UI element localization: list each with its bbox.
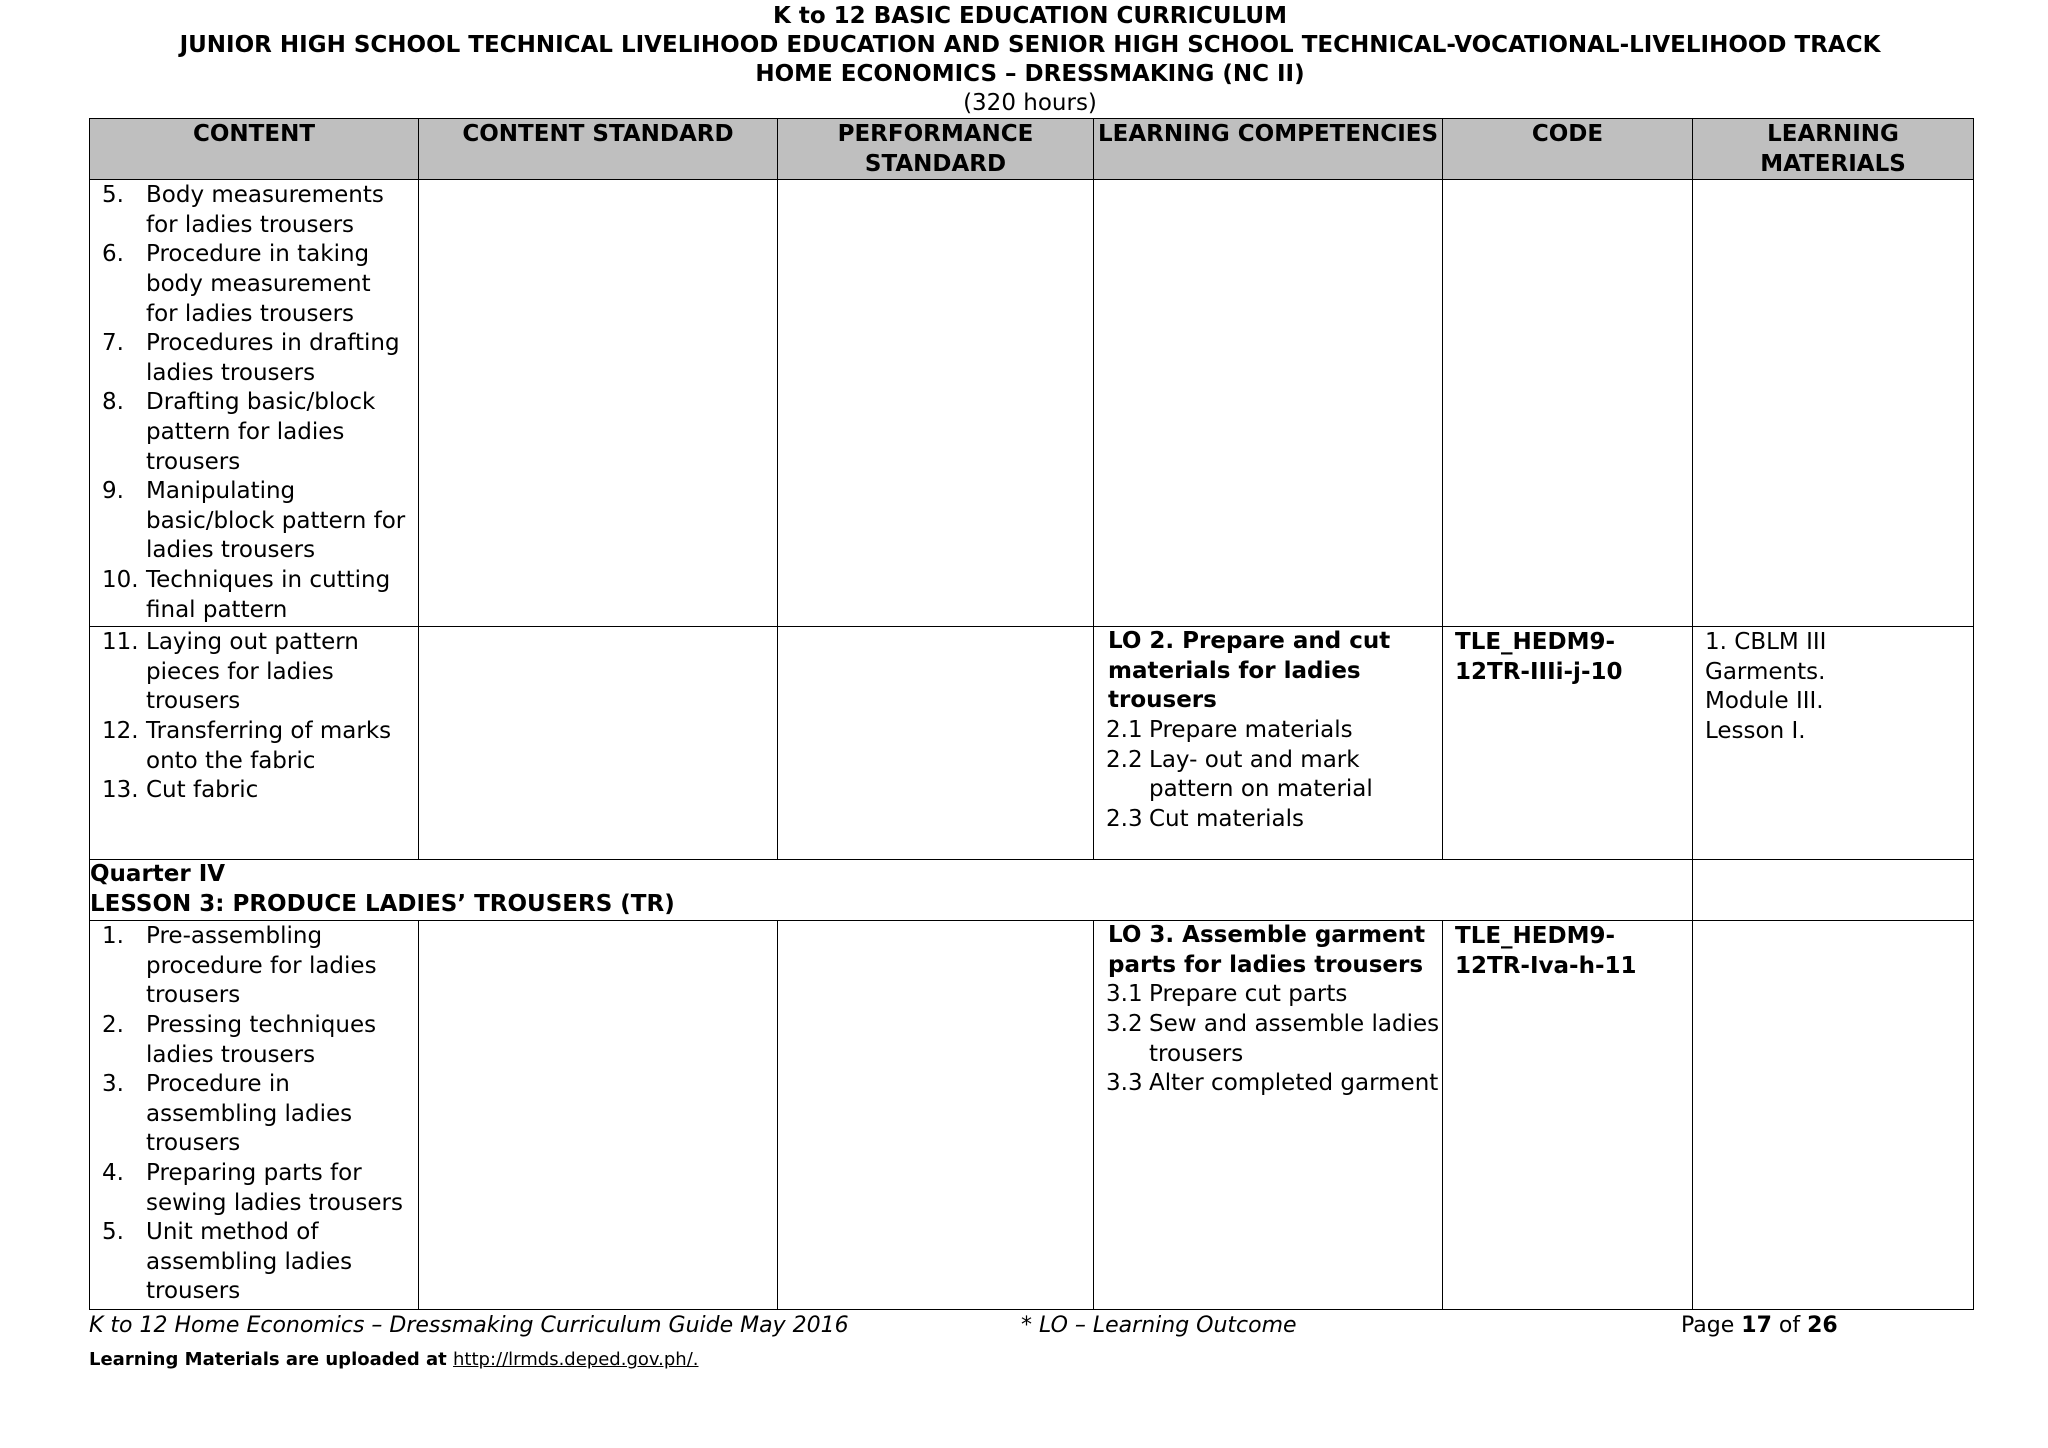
content-item <box>102 1159 408 1218</box>
learning-outcome-title: LO 2. Prepare and cut materials for ladies trousers <box>1108 628 1391 714</box>
column-header-performance-standard: PERFORMANCE STANDARD <box>778 119 1094 180</box>
item-number: 12. <box>102 717 139 744</box>
table-row <box>90 627 1974 860</box>
lesson-title: LESSON 3: PRODUCE LADIES’ TROUSERS (TR) <box>90 890 675 917</box>
footer-lo-note: * LO – Learning Outcome <box>1021 1313 1297 1338</box>
table-header-row <box>90 119 1974 180</box>
learning-outcome-title: LO 3. Assemble garment parts for ladies trousers <box>1108 922 1426 978</box>
learning-materials <box>1693 921 1973 922</box>
competencies-cell <box>1094 921 1443 1310</box>
performance-standard-cell <box>778 627 1094 860</box>
materials-cell <box>1693 921 1974 1310</box>
item-number: 7. <box>102 330 124 357</box>
item-number: 6. <box>102 241 124 268</box>
content-standard-cell <box>419 627 778 860</box>
item-number: 1. <box>102 923 124 950</box>
quarter-materials-cell <box>1693 860 1974 921</box>
content-cell <box>90 627 419 860</box>
table-row <box>90 921 1974 1310</box>
item-text: Transferring of marks onto the fabric <box>146 717 392 774</box>
content-item <box>102 181 408 240</box>
competency-code: TLE_HEDM9- 12TR-IIIi-j-10 <box>1455 629 1623 685</box>
table-row <box>90 180 1974 627</box>
item-number: 3.1 <box>1106 981 1143 1008</box>
competency-item <box>1094 980 1442 1010</box>
materials-cell <box>1693 180 1974 627</box>
column-header-code: CODE <box>1443 119 1693 180</box>
column-header-content-standard: CONTENT STANDARD <box>419 119 778 180</box>
column-header-learning-competencies: LEARNING COMPETENCIES <box>1094 119 1443 180</box>
lrmds-link[interactable]: http://lrmds.deped.gov.ph/. <box>453 1349 699 1370</box>
item-number: 13. <box>102 777 139 804</box>
competency-item <box>1094 1010 1442 1069</box>
item-text: Unit method of assembling ladies trousers <box>146 1219 353 1305</box>
content-cell <box>90 921 419 1310</box>
item-text: Prepare materials <box>1149 716 1353 743</box>
item-number: 2. <box>102 1011 124 1038</box>
item-text: Body measurements for ladies trousers <box>146 182 384 238</box>
item-number: 8. <box>102 389 124 416</box>
item-text: Drafting basic/block pattern for ladies trousers <box>146 389 376 475</box>
competency-item <box>1094 716 1442 746</box>
document-header <box>0 2 2048 118</box>
quarter-label: Quarter IV <box>90 861 226 888</box>
item-number: 11. <box>102 629 139 656</box>
content-item <box>102 717 408 776</box>
item-text: Procedure in assembling ladies trousers <box>146 1071 353 1157</box>
code-cell <box>1443 627 1693 860</box>
competency-item <box>1094 805 1442 835</box>
item-number: 3.2 <box>1106 1010 1143 1037</box>
item-number: 3. <box>102 1071 124 1098</box>
item-number: 2.3 <box>1106 805 1143 832</box>
header-title: K to 12 BASIC EDUCATION CURRICULUM <box>773 3 1287 29</box>
materials-cell <box>1693 627 1974 860</box>
header-subtitle: JUNIOR HIGH SCHOOL TECHNICAL LIVELIHOOD EDUCATION AND SENIOR HIGH SCHOOL TECHNICAL-VOCATIONAL-LIVELIHOOD TRACK <box>179 32 1881 58</box>
item-text: Procedure in taking body measurement for ladies trousers <box>146 241 371 327</box>
content-item <box>102 388 408 477</box>
item-text: Sew and assemble ladies trousers <box>1149 1010 1440 1067</box>
competency-item <box>1094 746 1442 805</box>
item-number: 9. <box>102 478 124 505</box>
item-number: 10. <box>102 566 139 593</box>
item-text: Pre-assembling procedure for ladies trousers <box>146 923 377 1009</box>
footer-upload-note: Learning Materials are uploaded at http://lrmds.deped.gov.ph/. <box>89 1349 699 1370</box>
header-subject: HOME ECONOMICS – DRESSMAKING (NC II) <box>755 61 1305 87</box>
content-item <box>102 776 408 806</box>
performance-standard-cell <box>778 180 1094 627</box>
competency-item <box>1094 1069 1442 1099</box>
item-text: Techniques in cutting final pattern <box>146 566 391 623</box>
header-hours: (320 hours) <box>963 90 1097 116</box>
footer-guide-title: K to 12 Home Economics – Dressmaking Curriculum Guide May 2016 <box>89 1313 849 1338</box>
item-number: 2.2 <box>1106 746 1143 773</box>
page-number: Page 17 of 26 <box>1681 1313 1838 1338</box>
item-text: Prepare cut parts <box>1149 981 1348 1008</box>
performance-standard-cell <box>778 921 1094 1310</box>
curriculum-table <box>89 118 1974 1310</box>
content-item <box>102 240 408 329</box>
quarter-row <box>90 860 1974 921</box>
content-item <box>102 566 408 625</box>
learning-materials: 1. CBLM III Garments. Module III. Lesson I. <box>1705 629 1827 744</box>
item-text: Procedures in drafting ladies trousers <box>146 330 400 386</box>
competencies-cell <box>1094 627 1443 860</box>
content-item <box>102 329 408 388</box>
content-item <box>102 1218 408 1307</box>
content-standard-cell <box>419 921 778 1310</box>
item-number: 2.1 <box>1106 716 1143 743</box>
item-text: Preparing parts for sewing ladies trousers <box>146 1159 403 1216</box>
column-header-learning-materials: LEARNING MATERIALS <box>1693 119 1974 180</box>
item-number: 5. <box>102 1219 124 1246</box>
item-text: Lay- out and mark pattern on material <box>1149 746 1373 803</box>
item-number: 3.3 <box>1106 1070 1143 1097</box>
item-number: 4. <box>102 1159 124 1186</box>
code-cell <box>1443 921 1693 1310</box>
item-text: Alter completed garment <box>1149 1070 1439 1097</box>
competencies-cell <box>1094 180 1443 627</box>
content-cell <box>90 180 419 627</box>
content-item <box>102 628 408 717</box>
item-text: Manipulating basic/block pattern for ladies trousers <box>146 478 406 564</box>
item-number: 5. <box>102 182 124 209</box>
code-cell <box>1443 180 1693 627</box>
item-text: Cut materials <box>1149 805 1304 832</box>
content-item <box>102 1011 408 1070</box>
competency-code: TLE_HEDM9- 12TR-Iva-h-11 <box>1455 923 1637 979</box>
item-text: Laying out pattern pieces for ladies trousers <box>146 629 359 715</box>
item-text: Cut fabric <box>146 777 259 804</box>
column-header-content: CONTENT <box>90 119 419 180</box>
page-footer <box>89 1313 1973 1383</box>
content-standard-cell <box>419 180 778 627</box>
content-item <box>102 477 408 566</box>
content-item <box>102 1070 408 1159</box>
quarter-cell <box>90 860 1693 921</box>
content-item <box>102 922 408 1011</box>
item-text: Pressing techniques ladies trousers <box>146 1011 377 1068</box>
